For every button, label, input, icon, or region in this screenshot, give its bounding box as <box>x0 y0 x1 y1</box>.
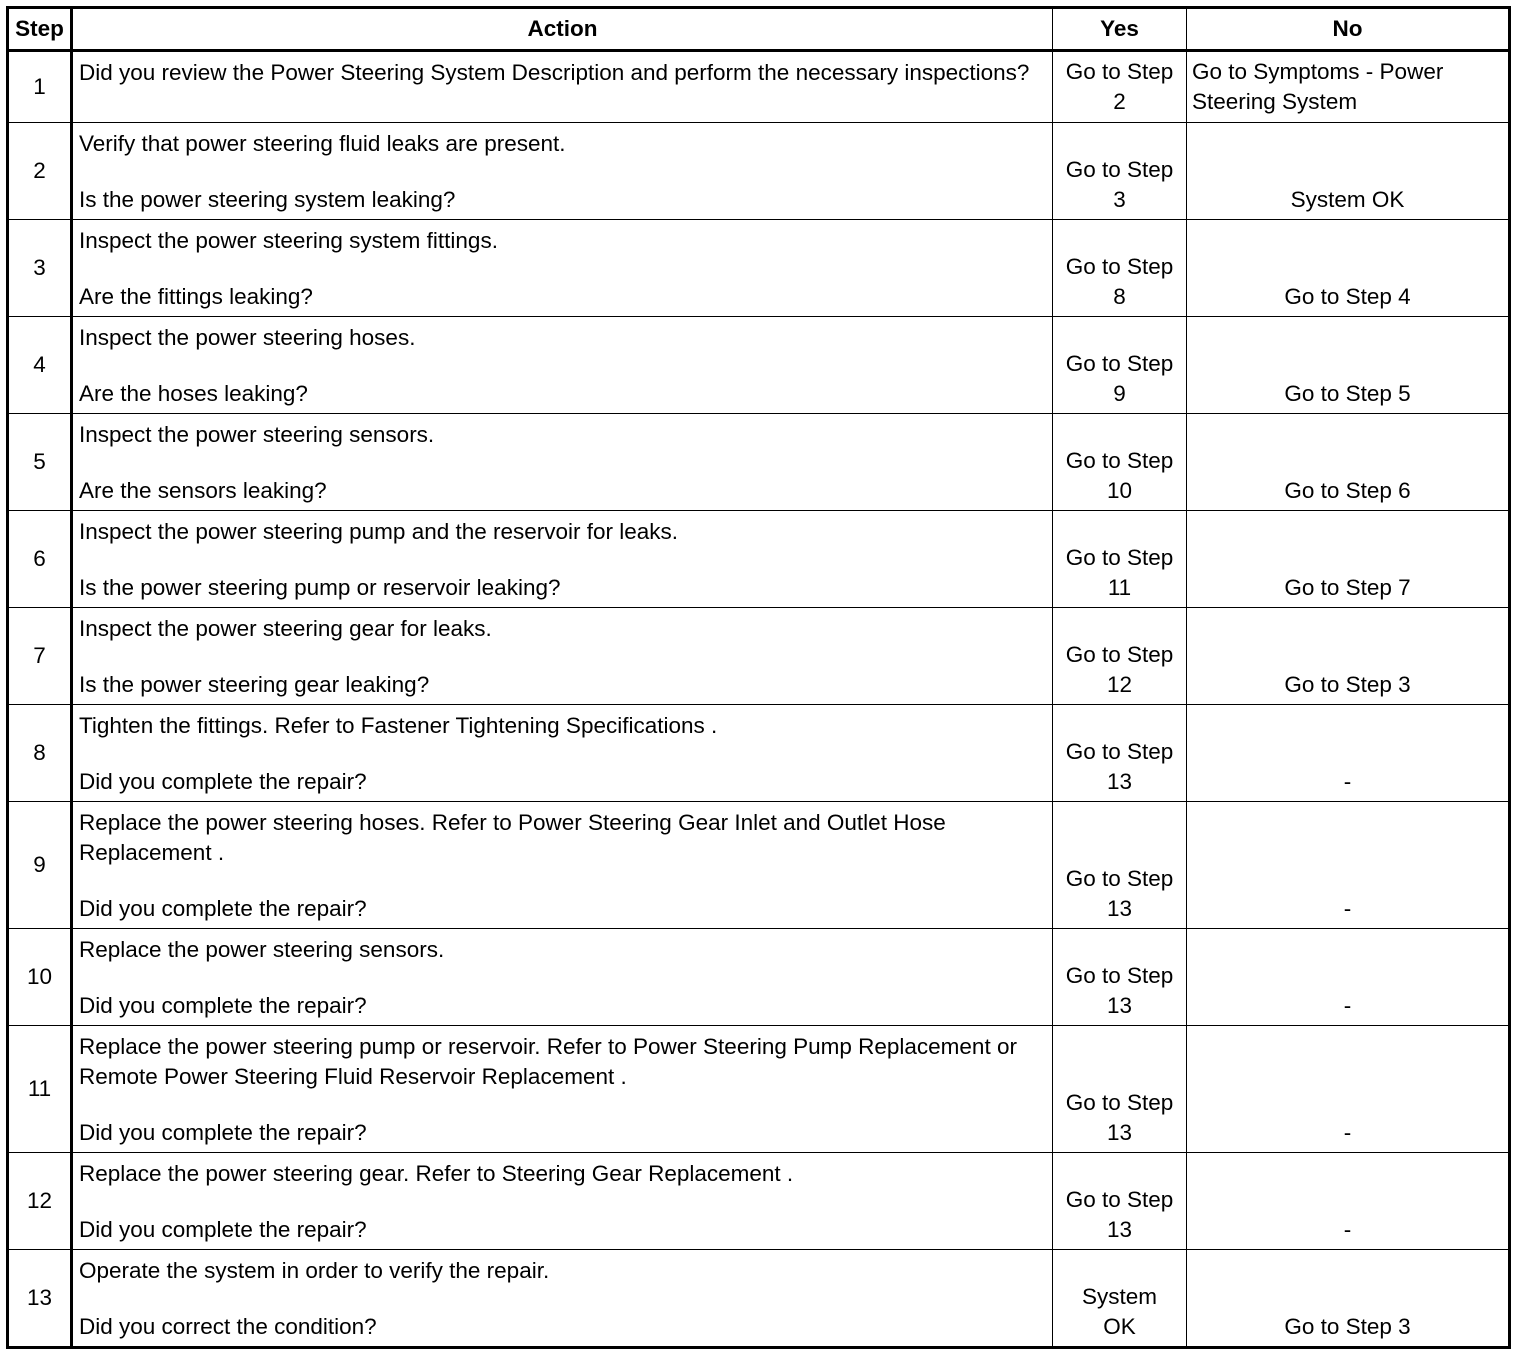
yes-line1: Go to Step <box>1065 1187 1174 1212</box>
yes-cell <box>1053 802 1187 929</box>
table-row <box>8 123 1510 220</box>
table-row <box>8 1250 1510 1348</box>
yes-line1: Go to Step <box>1065 448 1174 473</box>
yes-line1: Go to Step <box>1065 157 1174 182</box>
yes-cell <box>1053 220 1187 317</box>
action-cell <box>72 51 1053 123</box>
action-question: Did you complete the repair? <box>79 896 367 921</box>
yes-cell <box>1053 705 1187 802</box>
yes-line2: 8 <box>1113 284 1126 309</box>
yes-line2: 12 <box>1106 672 1133 697</box>
no-cell: Go to Step 3 <box>1187 608 1510 705</box>
step-number: 1 <box>8 51 72 123</box>
action-question: Did you correct the condition? <box>79 1314 377 1339</box>
yes-cell <box>1053 1026 1187 1153</box>
table-row <box>8 51 1510 123</box>
no-cell: System OK <box>1187 123 1510 220</box>
step-number: 6 <box>8 511 72 608</box>
action-instruction: Did you review the Power Steering System Description and perform the necessary inspections? <box>79 60 1030 85</box>
action-question: Did you complete the repair? <box>79 993 367 1018</box>
table-row <box>8 317 1510 414</box>
action-cell <box>72 802 1053 929</box>
yes-cell <box>1053 317 1187 414</box>
action-cell <box>72 511 1053 608</box>
action-question: Did you complete the repair? <box>79 1120 367 1145</box>
step-number: 3 <box>8 220 72 317</box>
action-instruction: Inspect the power steering sensors. <box>79 422 435 447</box>
action-cell <box>72 220 1053 317</box>
action-cell <box>72 414 1053 511</box>
yes-cell <box>1053 929 1187 1026</box>
action-cell <box>72 1026 1053 1153</box>
table-row <box>8 802 1510 929</box>
step-number: 11 <box>8 1026 72 1153</box>
yes-line1: System <box>1081 1284 1157 1309</box>
action-instruction: Inspect the power steering system fittings. <box>79 228 498 253</box>
table-body <box>8 51 1510 1348</box>
action-question: Is the power steering pump or reservoir leaking? <box>79 575 561 600</box>
yes-line1: Go to Step <box>1065 59 1174 84</box>
table-row <box>8 1026 1510 1153</box>
action-question: Is the power steering system leaking? <box>79 187 456 212</box>
action-cell <box>72 929 1053 1026</box>
no-cell: - <box>1187 1026 1510 1153</box>
action-instruction: Operate the system in order to verify the repair. <box>79 1258 550 1283</box>
step-number: 8 <box>8 705 72 802</box>
header-row <box>8 8 1510 51</box>
yes-line2: 13 <box>1106 769 1133 794</box>
action-instruction: Inspect the power steering hoses. <box>79 325 416 350</box>
table-row <box>8 608 1510 705</box>
action-instruction: Tighten the fittings. Refer to Fastener Tightening Specifications . <box>79 713 718 738</box>
yes-line2: 13 <box>1106 1217 1133 1242</box>
action-instruction: Replace the power steering sensors. <box>79 937 445 962</box>
yes-line1: Go to Step <box>1065 545 1174 570</box>
no-cell: Go to Step 7 <box>1187 511 1510 608</box>
yes-line1: Go to Step <box>1065 351 1174 376</box>
action-instruction: Verify that power steering fluid leaks are present. <box>79 131 566 156</box>
table-row <box>8 511 1510 608</box>
action-question: Are the fittings leaking? <box>79 284 313 309</box>
yes-line1: Go to Step <box>1065 963 1174 988</box>
yes-line2: 13 <box>1106 993 1133 1018</box>
action-question: Are the hoses leaking? <box>79 381 308 406</box>
yes-line2: 9 <box>1113 381 1126 406</box>
no-cell: Go to Step 5 <box>1187 317 1510 414</box>
action-instruction: Replace the power steering pump or reservoir. Refer to Power Steering Pump Replacement or Remote Power Steering Fluid Reservoir Replacement . <box>79 1034 1017 1089</box>
step-number: 10 <box>8 929 72 1026</box>
yes-line2: 13 <box>1106 896 1133 921</box>
header-action: Action <box>72 8 1053 51</box>
yes-line1: Go to Step <box>1065 866 1174 891</box>
yes-line1: Go to Step <box>1065 254 1174 279</box>
yes-line2: 11 <box>1107 575 1132 600</box>
yes-cell <box>1053 51 1187 123</box>
header-step: Step <box>8 8 72 51</box>
yes-line2: 10 <box>1106 478 1133 503</box>
action-cell <box>72 1250 1053 1348</box>
step-number: 4 <box>8 317 72 414</box>
action-question: Is the power steering gear leaking? <box>79 672 430 697</box>
no-cell: - <box>1187 705 1510 802</box>
step-number: 5 <box>8 414 72 511</box>
table-row <box>8 220 1510 317</box>
action-question: Did you complete the repair? <box>79 769 367 794</box>
step-number: 9 <box>8 802 72 929</box>
yes-line1: Go to Step <box>1065 642 1174 667</box>
header-yes: Yes <box>1053 8 1187 51</box>
yes-line2: 2 <box>1113 89 1126 114</box>
no-cell: Go to Step 6 <box>1187 414 1510 511</box>
yes-cell <box>1053 1250 1187 1348</box>
action-cell <box>72 123 1053 220</box>
yes-cell <box>1053 414 1187 511</box>
table-row <box>8 705 1510 802</box>
yes-line1: Go to Step <box>1065 1090 1174 1115</box>
no-cell: Go to Step 3 <box>1187 1250 1510 1348</box>
action-question: Are the sensors leaking? <box>79 478 327 503</box>
yes-cell <box>1053 608 1187 705</box>
table-row <box>8 1153 1510 1250</box>
action-instruction: Replace the power steering hoses. Refer to Power Steering Gear Inlet and Outlet Hose Replacement . <box>79 810 946 865</box>
no-cell: - <box>1187 1153 1510 1250</box>
table-row <box>8 929 1510 1026</box>
yes-line2: OK <box>1103 1314 1136 1339</box>
action-instruction: Replace the power steering gear. Refer to Steering Gear Replacement . <box>79 1161 794 1186</box>
action-question: Did you complete the repair? <box>79 1217 367 1242</box>
yes-line1: Go to Step <box>1065 739 1174 764</box>
table-row <box>8 414 1510 511</box>
action-instruction: Inspect the power steering pump and the reservoir for leaks. <box>79 519 679 544</box>
step-number: 7 <box>8 608 72 705</box>
yes-cell <box>1053 511 1187 608</box>
no-cell: Go to Step 4 <box>1187 220 1510 317</box>
no-cell: - <box>1187 929 1510 1026</box>
step-number: 2 <box>8 123 72 220</box>
step-number: 12 <box>8 1153 72 1250</box>
action-cell <box>72 317 1053 414</box>
yes-line2: 13 <box>1106 1120 1133 1145</box>
step-number: 13 <box>8 1250 72 1348</box>
no-cell: Go to Symptoms - Power Steering System <box>1187 51 1510 123</box>
action-instruction: Inspect the power steering gear for leaks. <box>79 616 492 641</box>
diagnostic-table <box>6 6 1511 1349</box>
yes-cell <box>1053 123 1187 220</box>
action-cell <box>72 705 1053 802</box>
header-no: No <box>1187 8 1510 51</box>
yes-cell <box>1053 1153 1187 1250</box>
action-cell <box>72 608 1053 705</box>
yes-line2: 3 <box>1113 187 1126 212</box>
no-cell: - <box>1187 802 1510 929</box>
action-cell <box>72 1153 1053 1250</box>
table-header <box>8 8 1510 51</box>
